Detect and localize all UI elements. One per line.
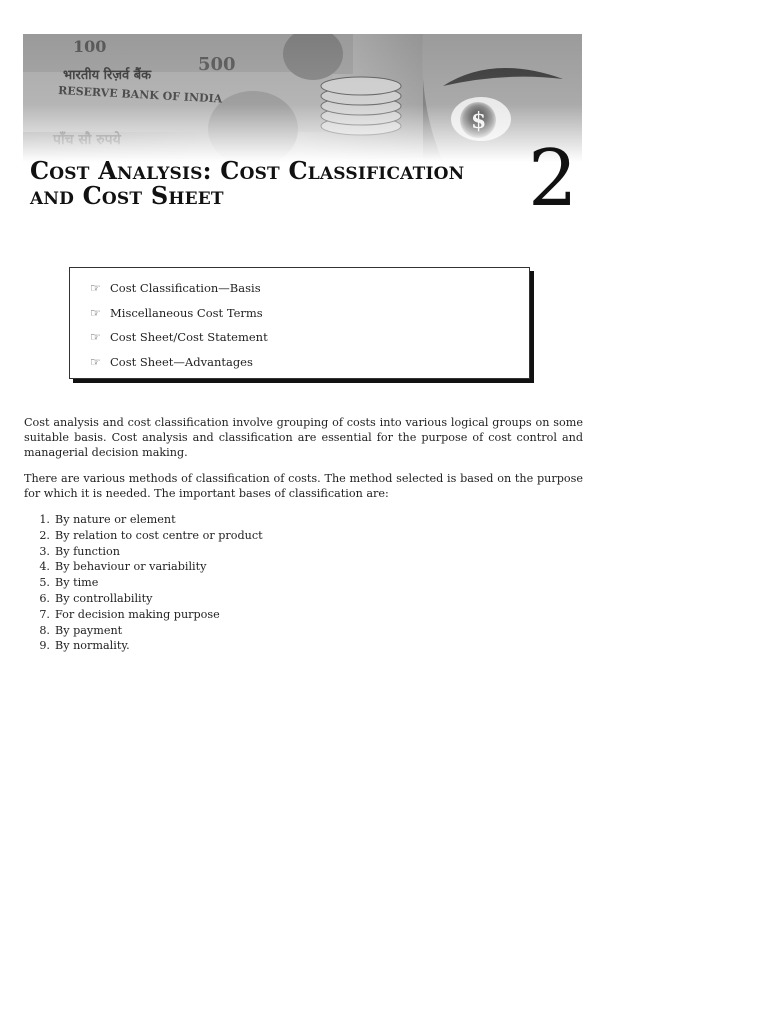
list-item <box>24 544 424 560</box>
list-item-number: 2. <box>39 528 50 542</box>
list-item-number: 3. <box>39 544 50 558</box>
list-item <box>24 607 424 623</box>
list-item <box>24 559 424 575</box>
list-item-text: For decision making purpose <box>55 607 220 621</box>
toc-item-label: Cost Sheet—Advantages <box>110 354 253 369</box>
chapter-contents-list <box>70 268 529 374</box>
pointing-hand-icon: ☞ <box>90 330 101 345</box>
list-item-number: 7. <box>39 607 50 621</box>
pointing-hand-icon: ☞ <box>90 305 101 320</box>
list-item-text: By relation to cost centre or product <box>55 528 263 542</box>
toc-item-label: Cost Classification—Basis <box>110 281 261 296</box>
chapter-banner-image <box>23 34 582 162</box>
pointing-hand-icon: ☞ <box>90 354 101 369</box>
toc-item <box>90 276 529 301</box>
classification-bases-list <box>24 512 424 654</box>
list-item-number: 9. <box>39 639 50 653</box>
list-item-text: By normality. <box>55 639 130 653</box>
list-item <box>24 575 424 591</box>
chapter-contents-box <box>69 267 530 379</box>
list-item-text: By controllability <box>55 591 153 605</box>
toc-item <box>90 325 529 350</box>
chapter-number: 2 <box>528 134 578 224</box>
list-item <box>24 528 424 544</box>
list-item-text: By behaviour or variability <box>55 560 207 574</box>
chapter-title <box>30 158 520 208</box>
classification-paragraph: There are various methods of classification of costs. The method selected is based on the purpose for which it is needed. The important bases of classification are: <box>24 472 583 500</box>
toc-item <box>90 350 529 375</box>
intro-paragraph: Cost analysis and cost classification involve grouping of costs into various logical groups on some suitable basis. Cost analysis and classification are essential for the purpose of cost control and managerial decision making. <box>24 416 583 459</box>
pointing-hand-icon: ☞ <box>90 281 101 296</box>
list-item-number: 4. <box>39 560 50 574</box>
list-item <box>24 591 424 607</box>
list-item <box>24 512 424 528</box>
chapter-title-line-2: and Cost Sheet <box>30 181 224 210</box>
list-item-number: 8. <box>39 623 50 637</box>
list-item-number: 5. <box>39 576 50 590</box>
toc-item-label: Miscellaneous Cost Terms <box>110 305 263 320</box>
list-item <box>24 623 424 639</box>
list-item-text: By nature or element <box>55 513 176 526</box>
list-item-number: 1. <box>39 513 50 526</box>
toc-item <box>90 301 529 326</box>
list-item-number: 6. <box>39 591 50 605</box>
list-item-text: By time <box>55 576 99 590</box>
chapter-title-line-1: Cost Analysis: Cost Classification <box>30 156 465 185</box>
list-item <box>24 638 424 654</box>
list-item-text: By function <box>55 544 120 558</box>
toc-item-label: Cost Sheet/Cost Statement <box>110 330 268 345</box>
list-item-text: By payment <box>55 623 123 637</box>
